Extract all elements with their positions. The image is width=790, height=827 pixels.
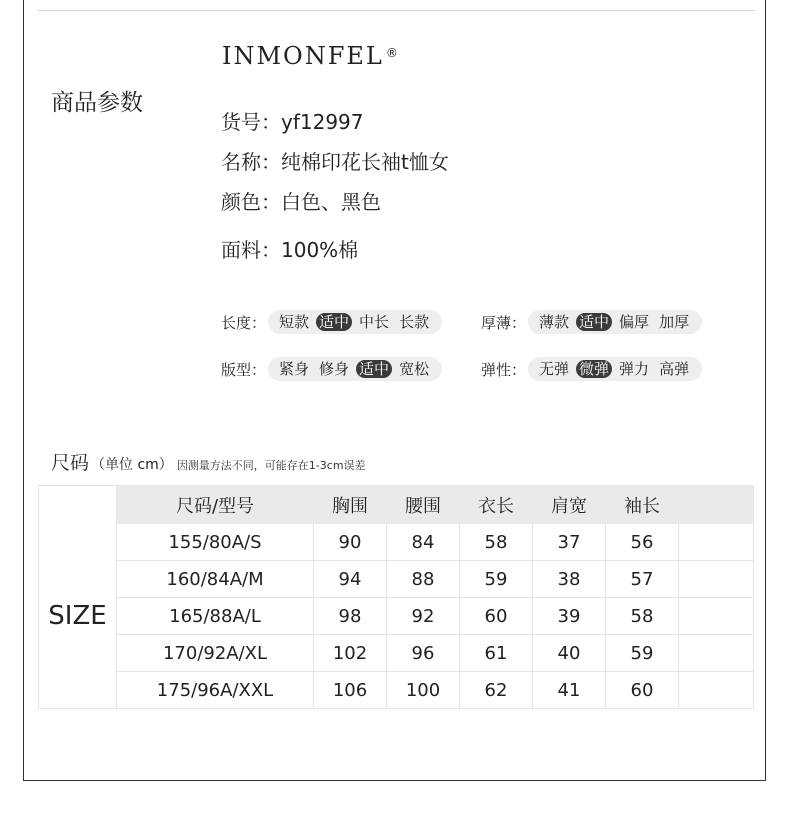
- header-cell: [679, 486, 754, 524]
- size-side-label: SIZE: [39, 524, 117, 709]
- table-cell: 155/80A/S: [117, 524, 314, 561]
- table-cell: 60: [460, 598, 533, 635]
- table-cell: 39: [533, 598, 606, 635]
- option-selected: 适中: [316, 313, 352, 331]
- table-header-row: [39, 486, 754, 524]
- option: 弹力: [619, 360, 650, 378]
- table-cell: 98: [314, 598, 387, 635]
- header-cell: 肩宽: [533, 486, 606, 524]
- size-table: [38, 485, 754, 709]
- option: 长款: [399, 313, 430, 331]
- table-cell: [679, 524, 754, 561]
- option: 中长: [359, 313, 390, 331]
- option-selected: 适中: [356, 360, 392, 378]
- attr-elasticity: [481, 357, 702, 381]
- table-cell: 59: [460, 561, 533, 598]
- option: 无弹: [539, 360, 570, 378]
- table-cell: 106: [314, 672, 387, 709]
- table-row: [39, 598, 754, 635]
- option: 紧身: [279, 360, 310, 378]
- table-cell: 57: [606, 561, 679, 598]
- table-cell: 170/92A/XL: [117, 635, 314, 672]
- option: 偏厚: [619, 313, 650, 331]
- option: 高弹: [659, 360, 690, 378]
- section-title: 商品参数: [51, 90, 143, 116]
- attr-label: 长度：: [221, 313, 267, 332]
- attr-options: [528, 310, 702, 334]
- option: 短款: [279, 313, 310, 331]
- header-cell: 腰围: [387, 486, 460, 524]
- table-cell: 94: [314, 561, 387, 598]
- option: 修身: [319, 360, 350, 378]
- table-cell: 60: [606, 672, 679, 709]
- table-cell: 59: [606, 635, 679, 672]
- table-row: [39, 561, 754, 598]
- table-cell: 58: [460, 524, 533, 561]
- option-selected: 微弹: [576, 360, 612, 378]
- info-item-name: 名称：纯棉印花长袖t恤女: [221, 150, 449, 174]
- table-cell: 62: [460, 672, 533, 709]
- table-row: [39, 635, 754, 672]
- size-title: 尺码: [51, 452, 90, 474]
- attr-label: 厚薄：: [481, 313, 527, 332]
- header-cell: 胸围: [314, 486, 387, 524]
- table-cell: 40: [533, 635, 606, 672]
- table-cell: 100: [387, 672, 460, 709]
- table-cell: 88: [387, 561, 460, 598]
- table-cell: 41: [533, 672, 606, 709]
- header-cell: 袖长: [606, 486, 679, 524]
- brand-logo: [222, 42, 400, 70]
- table-cell: 96: [387, 635, 460, 672]
- attr-fit: [221, 357, 442, 381]
- brand-name: INMONFEL: [222, 42, 384, 70]
- table-cell: 90: [314, 524, 387, 561]
- table-row: [39, 524, 754, 561]
- table-cell: 102: [314, 635, 387, 672]
- info-item-color: 颜色：白色、黑色: [221, 190, 381, 214]
- top-divider: [38, 10, 755, 11]
- size-unit: （单位 cm）: [91, 457, 173, 473]
- option: 加厚: [659, 313, 690, 331]
- attr-label: 版型：: [221, 360, 267, 379]
- option: 薄款: [539, 313, 570, 331]
- table-cell: 92: [387, 598, 460, 635]
- info-item-fabric: 面料：100%棉: [221, 238, 359, 262]
- option-selected: 适中: [576, 313, 612, 331]
- header-blank: [39, 486, 117, 524]
- table-row: [39, 672, 754, 709]
- table-cell: [679, 561, 754, 598]
- info-item-number: 货号：yf12997: [221, 110, 364, 134]
- table-cell: 160/84A/M: [117, 561, 314, 598]
- table-cell: [679, 635, 754, 672]
- table-cell: 61: [460, 635, 533, 672]
- size-note: 因测量方法不同，可能存在1-3cm误差: [176, 459, 366, 472]
- table-cell: 165/88A/L: [117, 598, 314, 635]
- attr-label: 弹性：: [481, 360, 527, 379]
- attr-options: [528, 357, 702, 381]
- attr-length: [221, 310, 442, 334]
- size-section-title: [51, 448, 366, 475]
- attr-options: [268, 310, 442, 334]
- header-cell: 衣长: [460, 486, 533, 524]
- table-cell: 84: [387, 524, 460, 561]
- header-cell: 尺码/型号: [117, 486, 314, 524]
- attr-options: [268, 357, 442, 381]
- table-cell: 175/96A/XXL: [117, 672, 314, 709]
- attr-thickness: [481, 310, 702, 334]
- table-cell: 38: [533, 561, 606, 598]
- table-cell: 37: [533, 524, 606, 561]
- table-cell: 56: [606, 524, 679, 561]
- table-cell: [679, 598, 754, 635]
- registered-mark: ®: [385, 46, 400, 60]
- table-cell: 58: [606, 598, 679, 635]
- table-cell: [679, 672, 754, 709]
- option: 宽松: [399, 360, 430, 378]
